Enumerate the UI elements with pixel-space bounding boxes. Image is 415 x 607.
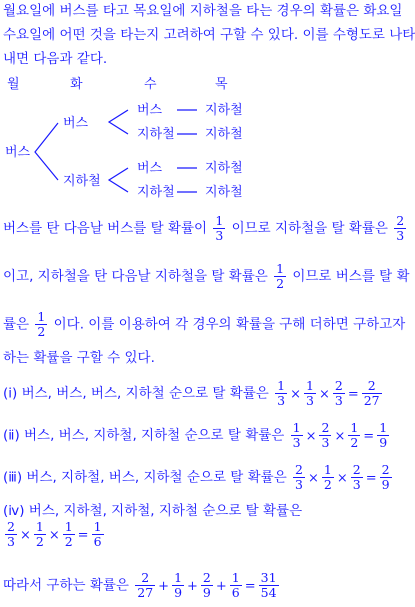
final-label: 따라서 구하는 확률은 <box>3 577 129 594</box>
prob-line-4: 하는 확률을 구할 수 있다. <box>3 350 155 366</box>
prob-line-2: 이고, 지하철을 탄 다음날 지하철을 탈 확률은 $\frac{1}{2}$ 이므로 버스를 탈 확 <box>3 261 410 291</box>
day-header-thu: 목 <box>215 77 228 92</box>
node-level2-bus: 버스 <box>63 116 89 131</box>
intro-line-1: 월요일에 버스를 타고 목요일에 지하철을 타는 경우의 확률은 화요일 <box>3 3 403 19</box>
case-3-label: (ⅲ) 버스, 지하철, 버스, 지하철 순으로 탈 확률은 <box>3 469 287 486</box>
intro-line-2: 수요일에 어떤 것을 타는지 고려하여 구할 수 있다. 이를 수형도로 나타 <box>3 27 415 43</box>
case-1: (ⅰ) 버스, 버스, 버스, 지하철 순으로 탈 확률은 $\frac{1}{3}$ × $\frac{1}{3}$ × $\frac{2}{3}$ = $\frac{2}{27}$ <box>3 378 380 408</box>
node-root: 버스 <box>5 145 31 160</box>
fraction-two-thirds: $\frac{2}{3}$ <box>396 213 405 243</box>
node-level3-3: 버스 <box>137 161 163 176</box>
fraction-one-half: $\frac{1}{2}$ <box>37 309 46 339</box>
node-level4-1: 지하철 <box>205 103 243 118</box>
case-4-label: (ⅳ) 버스, 지하철, 지하철, 지하철 순으로 탈 확률은 <box>3 503 303 519</box>
case-3: (ⅲ) 버스, 지하철, 버스, 지하철 순으로 탈 확률은 $\frac{2}{3}$ × $\frac{1}{2}$ × $\frac{2}{3}$ = $\frac{2}{9}$ <box>3 462 390 492</box>
node-level4-3: 지하철 <box>205 161 243 176</box>
fraction-one-third: $\frac{1}{3}$ <box>215 213 224 243</box>
prob-line-3: 률은 $\frac{1}{2}$ 이다. 이를 이용하여 각 경우의 확률을 구해 더하면 구하고자 <box>3 309 406 339</box>
prob-line-1: 버스를 탄 다음날 버스를 탈 확률이 $\frac{1}{3}$ 이므로 지하철을 탈 확률은 $\frac{2}{3}$ <box>3 213 405 243</box>
intro-line-3: 내면 다음과 같다. <box>3 51 108 67</box>
node-level4-4: 지하철 <box>205 185 243 200</box>
case-4-expression: $\frac{2}{3}$ × $\frac{1}{2}$ × $\frac{1}{2}$ = $\frac{1}{6}$ <box>7 519 102 549</box>
fraction-one-half: $\frac{1}{2}$ <box>276 261 285 291</box>
final-answer: 따라서 구하는 확률은 $\frac{2}{27}$ + $\frac{1}{9}$ + $\frac{2}{9}$ + $\frac{1}{6}$ = $\frac{31}{54}$ <box>3 570 277 600</box>
day-header-mon: 월 <box>7 77 20 92</box>
node-level4-2: 지하철 <box>205 127 243 142</box>
case-1-label: (ⅰ) 버스, 버스, 버스, 지하철 순으로 탈 확률은 <box>3 385 269 402</box>
case-2-label: (ⅱ) 버스, 버스, 지하철, 지하철 순으로 탈 확률은 <box>3 427 285 444</box>
branch-root <box>35 123 58 180</box>
day-header-tue: 화 <box>70 77 83 92</box>
day-header-wed: 수 <box>144 77 157 92</box>
branch-bus <box>109 110 128 134</box>
node-level3-1: 버스 <box>137 103 163 118</box>
node-level2-subway: 지하철 <box>63 174 101 189</box>
branch-subway <box>109 168 128 192</box>
case-2: (ⅱ) 버스, 버스, 지하철, 지하철 순으로 탈 확률은 $\frac{1}{3}$ × $\frac{2}{3}$ × $\frac{1}{2}$ = $\frac{1}{9}$ <box>3 420 388 450</box>
node-level3-2: 지하철 <box>137 127 175 142</box>
node-level3-4: 지하철 <box>137 185 175 200</box>
